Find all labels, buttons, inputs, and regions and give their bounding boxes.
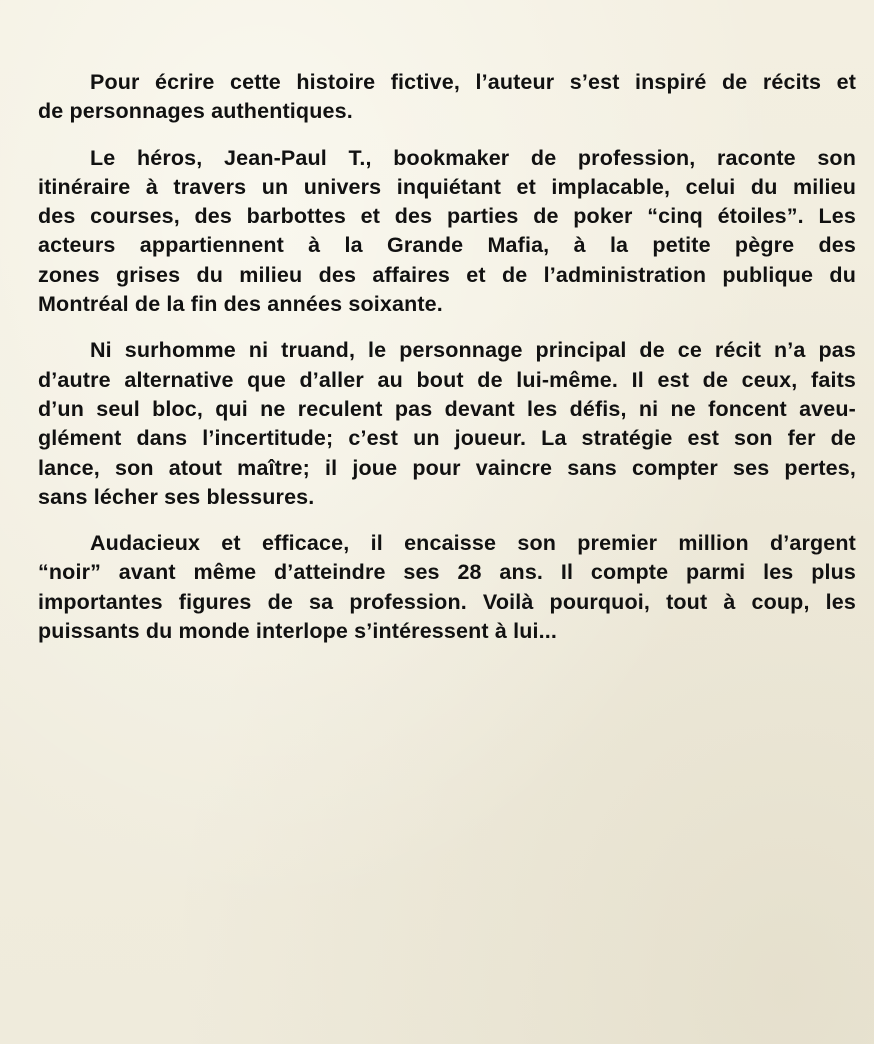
paragraph-3 [38,336,856,512]
back-cover-text [38,68,856,663]
paragraph-2 [38,144,856,320]
paragraph-4 [38,529,856,646]
text-line: zones grises du milieu des affaires et de l’administration publique du [38,262,856,287]
text-line: Montréal de la fin des années soixante. [38,292,443,317]
text-line: Audacieux et efficace, il encaisse son premier million d’argent [90,531,856,556]
text-line: de personnages authentiques. [38,99,353,124]
text-line: Le héros, Jean-Paul T., bookmaker de profession, raconte son [90,145,856,170]
text-line: d’un seul bloc, qui ne reculent pas devant les défis, ni ne foncent aveu- [38,396,856,421]
paragraph-1 [38,68,856,127]
text-line: sans lécher ses blessures. [38,484,315,509]
text-line: “noir” avant même d’atteindre ses 28 ans. Il compte parmi les plus [38,560,856,585]
text-line: lance, son atout maître; il joue pour vaincre sans compter ses pertes, [38,455,856,480]
text-line: Pour écrire cette histoire fictive, l’auteur s’est inspiré de récits et [90,70,856,94]
text-line: des courses, des barbottes et des parties de poker “cinq étoiles”. Les [38,204,856,229]
text-line: importantes figures de sa profession. Voilà pourquoi, tout à coup, les [38,589,856,614]
text-line: acteurs appartiennent à la Grande Mafia, à la petite pègre des [38,233,856,258]
text-line: itinéraire à travers un univers inquiétant et implacable, celui du milieu [38,174,856,199]
text-line: glément dans l’incertitude; c’est un joueur. La stratégie est son fer de [38,426,856,451]
text-line: Ni surhomme ni truand, le personnage principal de ce récit n’a pas [90,338,856,363]
text-line: d’autre alternative que d’aller au bout de lui-même. Il est de ceux, faits [38,367,856,392]
text-line: puissants du monde interlope s’intéressent à lui... [38,619,557,644]
